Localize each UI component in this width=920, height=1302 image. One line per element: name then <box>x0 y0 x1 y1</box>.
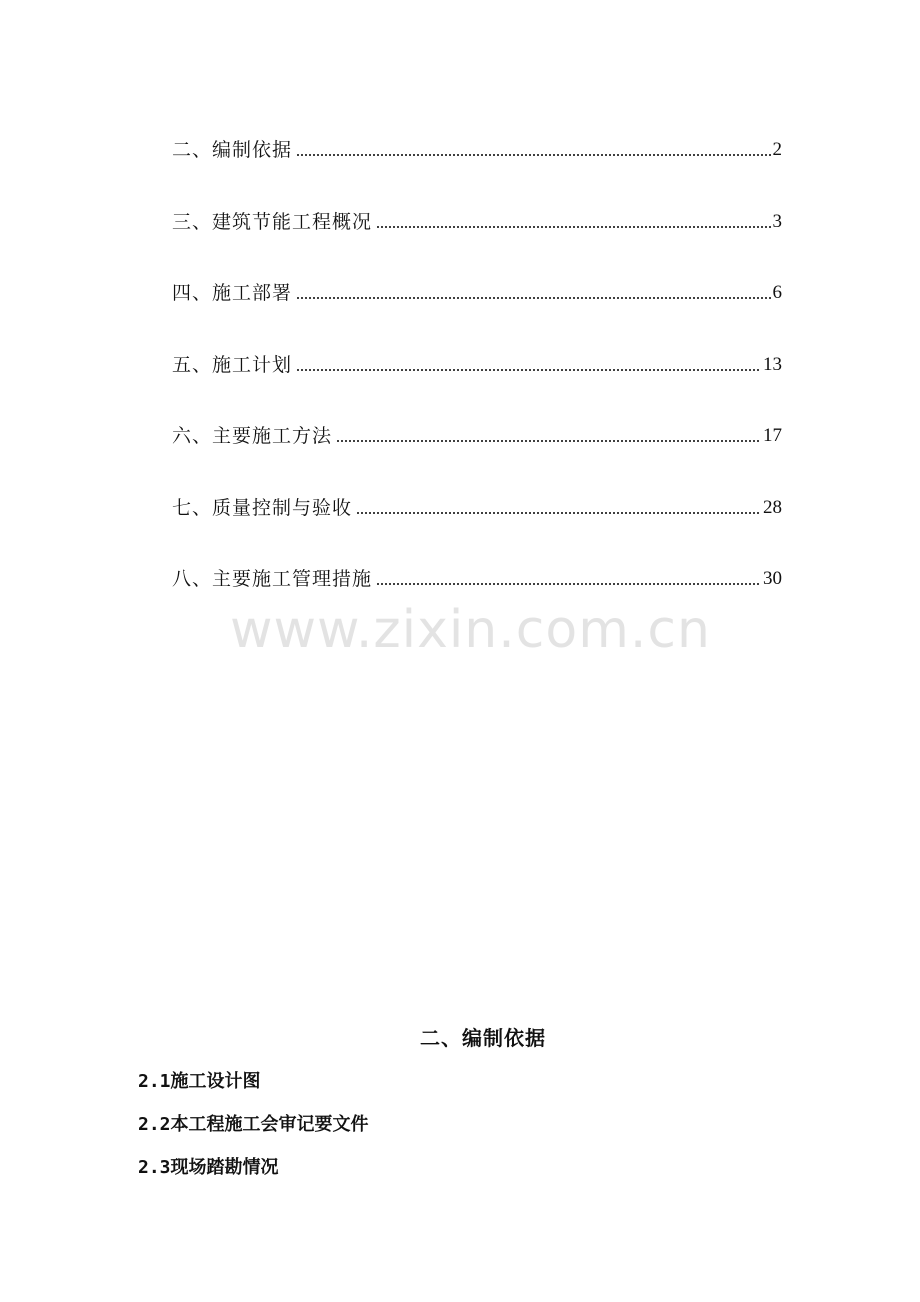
toc-leader-dots <box>376 581 761 587</box>
toc-entry[interactable] <box>172 490 782 526</box>
section-heading: 二、编制依据 <box>420 1026 546 1050</box>
toc-entry-page: 13 <box>763 353 782 375</box>
toc-entry-label: 六、主要施工方法 <box>172 425 333 447</box>
toc-entry-label: 四、施工部署 <box>172 282 293 304</box>
toc-leader-dots <box>336 438 761 444</box>
toc-entry-label: 七、质量控制与验收 <box>172 496 353 519</box>
toc-entry-page: 28 <box>763 496 782 518</box>
toc-entry-label: 二、编制依据 <box>172 139 293 161</box>
toc-leader-dots <box>296 367 761 373</box>
toc-entry[interactable] <box>172 561 782 597</box>
toc-entry[interactable] <box>172 132 782 168</box>
toc-entry[interactable] <box>172 418 782 454</box>
table-of-contents <box>172 132 782 633</box>
toc-entry-page: 2 <box>772 139 782 160</box>
toc-entry[interactable] <box>172 204 782 240</box>
toc-leader-dots <box>296 295 770 301</box>
toc-entry-page: 30 <box>763 568 782 589</box>
toc-entry-label: 八、主要施工管理措施 <box>172 568 373 590</box>
basis-item: 2.1施工设计图 <box>138 1071 261 1092</box>
watermark: www.zixin.com.cn <box>230 600 711 660</box>
toc-entry[interactable] <box>172 347 782 383</box>
toc-entry[interactable] <box>172 275 782 311</box>
basis-list <box>138 1068 369 1197</box>
toc-entry-page: 17 <box>763 425 782 446</box>
toc-entry-page: 3 <box>772 210 782 232</box>
basis-item: 2.2本工程施工会审记要文件 <box>138 1114 369 1135</box>
toc-entry-label: 五、施工计划 <box>172 353 293 376</box>
toc-entry-page: 6 <box>772 282 782 303</box>
toc-leader-dots <box>356 510 761 516</box>
toc-leader-dots <box>376 224 770 230</box>
basis-item: 2.3现场踏勘情况 <box>138 1157 279 1178</box>
toc-entry-label: 三、建筑节能工程概况 <box>172 210 373 233</box>
toc-leader-dots <box>296 152 770 158</box>
